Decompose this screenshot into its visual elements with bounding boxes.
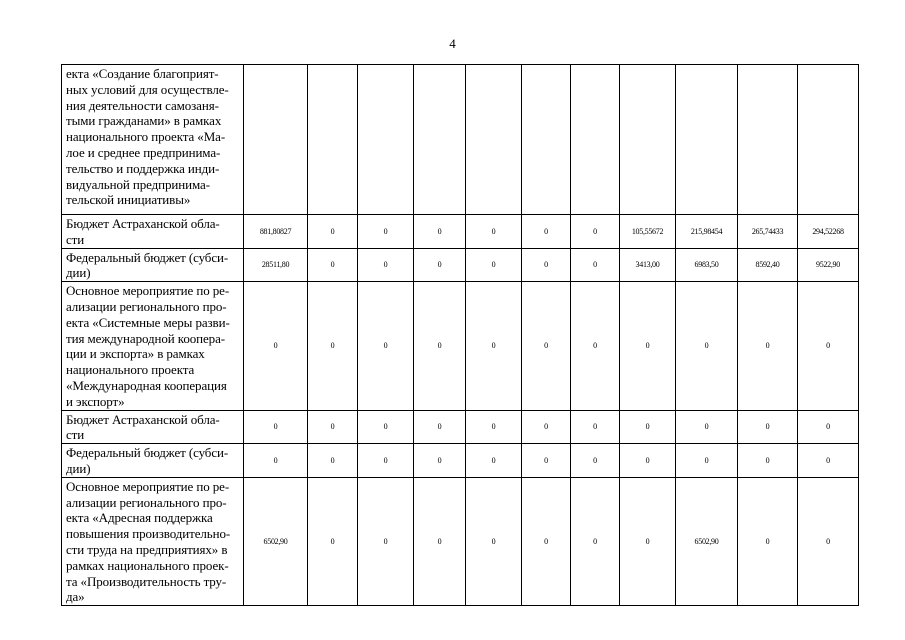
row-label-line: и экспорт» bbox=[66, 393, 125, 409]
value-cell: 0 bbox=[798, 477, 859, 605]
value-cell bbox=[620, 65, 676, 215]
table-row bbox=[62, 477, 859, 605]
value-cell: 0 bbox=[522, 282, 571, 410]
budget-table bbox=[61, 64, 859, 606]
value-cell: 0 bbox=[571, 248, 620, 282]
value-cell: 9522,90 bbox=[798, 248, 859, 282]
row-label-line: национального проекта bbox=[66, 362, 195, 378]
table-body bbox=[62, 65, 859, 606]
value-cell: 0 bbox=[522, 444, 571, 478]
table-row bbox=[62, 215, 859, 249]
row-label-line: Федеральный бюджет (субси- bbox=[66, 445, 229, 461]
value-cell bbox=[244, 65, 308, 215]
value-cell bbox=[358, 65, 414, 215]
value-cell: 0 bbox=[798, 282, 859, 410]
value-cell bbox=[676, 65, 738, 215]
row-label-line: Бюджет Астраханской обла- bbox=[66, 411, 220, 427]
value-cell: 0 bbox=[676, 410, 738, 444]
value-cell: 0 bbox=[414, 477, 466, 605]
row-label-line: та «Производительность тру- bbox=[66, 573, 227, 589]
value-cell: 0 bbox=[466, 410, 522, 444]
value-cell bbox=[414, 65, 466, 215]
row-label-line: сти bbox=[66, 231, 85, 247]
value-cell: 0 bbox=[620, 444, 676, 478]
row-label-line: ализации регионального про- bbox=[66, 298, 227, 314]
value-cell: 8592,40 bbox=[738, 248, 798, 282]
row-label-line: рамках национального проек- bbox=[66, 557, 229, 573]
value-cell: 0 bbox=[244, 282, 308, 410]
value-cell: 105,55672 bbox=[620, 215, 676, 249]
value-cell bbox=[522, 65, 571, 215]
value-cell: 0 bbox=[522, 248, 571, 282]
row-label-line: екта «Создание благоприят- bbox=[66, 66, 219, 81]
value-cell bbox=[798, 65, 859, 215]
value-cell: 0 bbox=[466, 248, 522, 282]
value-cell: 0 bbox=[358, 444, 414, 478]
row-label-line: лое и среднее предпринима- bbox=[66, 144, 221, 160]
value-cell: 0 bbox=[358, 282, 414, 410]
row-label bbox=[62, 248, 244, 282]
value-cell: 0 bbox=[308, 215, 358, 249]
value-cell bbox=[738, 65, 798, 215]
row-label-line: повышения производительно- bbox=[66, 526, 231, 542]
value-cell: 0 bbox=[522, 477, 571, 605]
value-cell: 0 bbox=[571, 410, 620, 444]
value-cell: 28511,80 bbox=[244, 248, 308, 282]
row-label bbox=[62, 282, 244, 410]
value-cell: 3413,00 bbox=[620, 248, 676, 282]
value-cell: 0 bbox=[414, 444, 466, 478]
row-label-line: сти bbox=[66, 427, 85, 443]
value-cell: 0 bbox=[738, 444, 798, 478]
value-cell: 0 bbox=[414, 248, 466, 282]
value-cell: 0 bbox=[358, 410, 414, 444]
table-row bbox=[62, 282, 859, 410]
value-cell: 294,52268 bbox=[798, 215, 859, 249]
value-cell: 0 bbox=[571, 215, 620, 249]
value-cell: 0 bbox=[571, 444, 620, 478]
row-label-line: тельской инициативы» bbox=[66, 192, 191, 208]
value-cell: 0 bbox=[466, 477, 522, 605]
value-cell: 6502,90 bbox=[244, 477, 308, 605]
table-row bbox=[62, 410, 859, 444]
row-label bbox=[62, 65, 244, 215]
value-cell: 0 bbox=[308, 248, 358, 282]
value-cell: 0 bbox=[414, 282, 466, 410]
value-cell: 0 bbox=[571, 477, 620, 605]
value-cell: 0 bbox=[676, 282, 738, 410]
page-number: 4 bbox=[449, 36, 456, 51]
value-cell: 0 bbox=[798, 444, 859, 478]
value-cell: 0 bbox=[466, 282, 522, 410]
row-label bbox=[62, 444, 244, 478]
value-cell: 0 bbox=[738, 477, 798, 605]
value-cell: 0 bbox=[620, 410, 676, 444]
row-label bbox=[62, 215, 244, 249]
value-cell: 0 bbox=[308, 477, 358, 605]
value-cell: 0 bbox=[308, 410, 358, 444]
row-label-line: екта «Системные меры разви- bbox=[66, 314, 230, 330]
row-label-line: национального проекта «Ма- bbox=[66, 129, 226, 145]
value-cell: 0 bbox=[308, 444, 358, 478]
value-cell: 215,98454 bbox=[676, 215, 738, 249]
row-label-line: тыми гражданами» в рамках bbox=[66, 113, 222, 129]
value-cell: 0 bbox=[798, 410, 859, 444]
row-label-line: да» bbox=[66, 589, 85, 605]
value-cell: 0 bbox=[244, 410, 308, 444]
value-cell: 0 bbox=[522, 410, 571, 444]
row-label-line: Основное мероприятие по ре- bbox=[66, 283, 230, 299]
value-cell bbox=[308, 65, 358, 215]
value-cell: 0 bbox=[620, 477, 676, 605]
row-label-line: сти труда на предприятиях» в bbox=[66, 541, 228, 557]
value-cell: 0 bbox=[466, 215, 522, 249]
value-cell: 265,74433 bbox=[738, 215, 798, 249]
table-row bbox=[62, 248, 859, 282]
value-cell: 0 bbox=[358, 248, 414, 282]
row-label-line: ции и экспорта» в рамках bbox=[66, 346, 205, 362]
value-cell: 0 bbox=[308, 282, 358, 410]
table-row bbox=[62, 444, 859, 478]
value-cell: 0 bbox=[358, 215, 414, 249]
row-label-line: видуальной предпринима- bbox=[66, 176, 210, 192]
value-cell: 0 bbox=[620, 282, 676, 410]
row-label-line: екта «Адресная поддержка bbox=[66, 510, 213, 526]
value-cell: 0 bbox=[522, 215, 571, 249]
value-cell: 0 bbox=[414, 215, 466, 249]
value-cell: 0 bbox=[676, 444, 738, 478]
value-cell: 0 bbox=[358, 477, 414, 605]
row-label bbox=[62, 410, 244, 444]
value-cell: 0 bbox=[738, 282, 798, 410]
value-cell: 0 bbox=[414, 410, 466, 444]
value-cell: 0 bbox=[571, 282, 620, 410]
row-label-line: ализации регионального про- bbox=[66, 494, 227, 510]
row-label-line: Федеральный бюджет (субси- bbox=[66, 249, 229, 265]
value-cell: 6983,50 bbox=[676, 248, 738, 282]
row-label-line: дии) bbox=[66, 460, 91, 476]
row-label-line: ных условий для осуществле- bbox=[66, 81, 229, 97]
row-label-line: тия международной коопера- bbox=[66, 330, 225, 346]
row-label-line: «Международная кооперация bbox=[66, 377, 227, 393]
row-label-line: ния деятельности самозаня- bbox=[66, 97, 219, 113]
value-cell bbox=[571, 65, 620, 215]
value-cell: 881,80827 bbox=[244, 215, 308, 249]
row-label-line: дии) bbox=[66, 265, 91, 281]
value-cell bbox=[466, 65, 522, 215]
value-cell: 0 bbox=[244, 444, 308, 478]
row-label-line: тельство и поддержка инди- bbox=[66, 160, 220, 176]
row-label bbox=[62, 477, 244, 605]
value-cell: 0 bbox=[738, 410, 798, 444]
row-label-line: Основное мероприятие по ре- bbox=[66, 478, 230, 494]
table-row bbox=[62, 65, 859, 215]
value-cell: 6502,90 bbox=[676, 477, 738, 605]
row-label-line: Бюджет Астраханской обла- bbox=[66, 216, 220, 231]
value-cell: 0 bbox=[466, 444, 522, 478]
